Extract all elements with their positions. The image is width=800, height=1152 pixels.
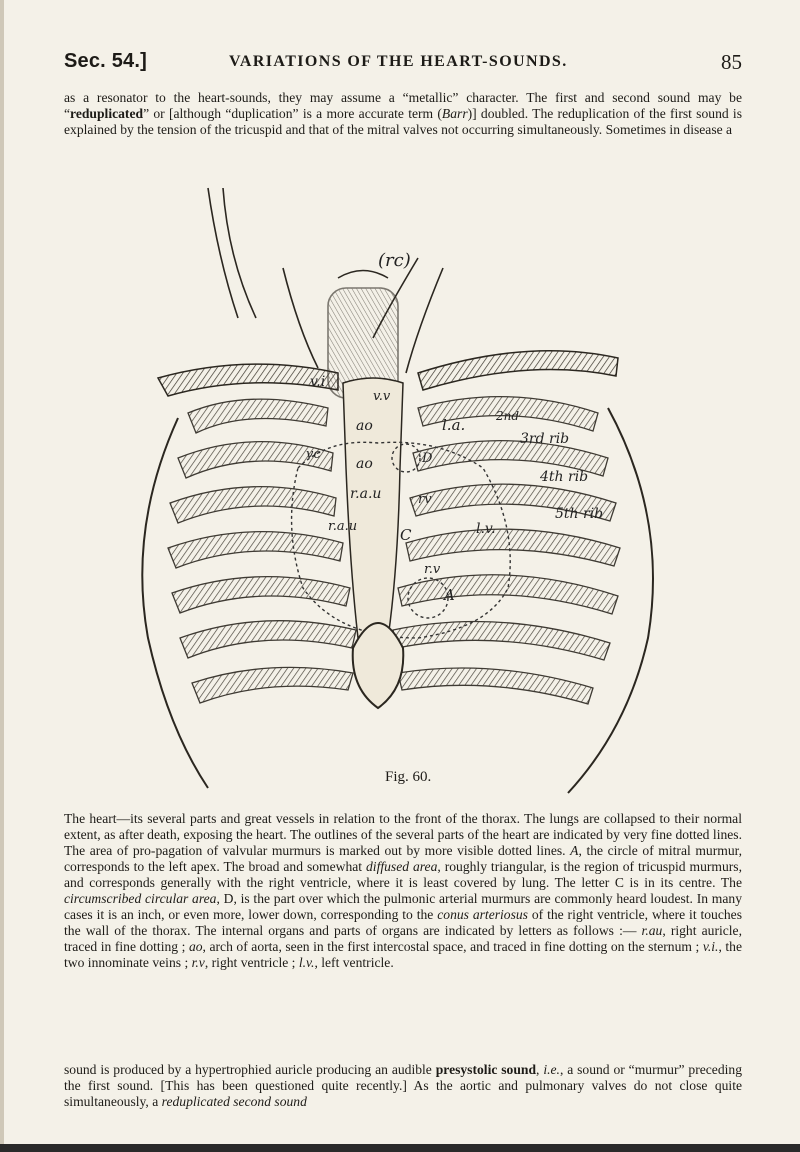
figure-caption <box>64 811 742 971</box>
sternum <box>343 378 403 643</box>
text-run: , left ventricle. <box>314 955 394 970</box>
term-ao: ao <box>188 939 203 954</box>
running-header <box>64 50 742 80</box>
term-lv: l.v. <box>298 955 315 970</box>
diaphragm <box>353 623 404 708</box>
term-reduplicated-second-sound: reduplicated second sound <box>161 1094 307 1109</box>
label-c: C <box>400 526 412 544</box>
ribs-right <box>393 397 620 704</box>
text-run: , roughly triangular, is the region of tricuspid murmurs, and corresponds generally with the right ventricle, where it is least covered by lung. The letter C is in its centre. The <box>64 859 742 890</box>
thorax-heart-figure <box>88 168 728 806</box>
label-vi: v.i <box>310 374 326 390</box>
author-barr: Barr <box>441 106 468 121</box>
thorax-illustration <box>88 168 728 806</box>
label-5th-rib: 5th rib <box>555 506 604 522</box>
text-run: , <box>536 1062 544 1077</box>
page-number: 85 <box>721 50 742 74</box>
text-run: of the right ventricle, where it touches the wall of the thorax. The internal organs and parts of organs are indicated by letters as follows :— <box>64 907 742 938</box>
label-rau: r.a.u <box>350 486 382 502</box>
page-edge-shadow <box>0 0 4 1152</box>
term-ie: i.e. <box>543 1062 560 1077</box>
label-rv: rv <box>418 492 432 507</box>
term-presystolic-sound: presystolic sound <box>435 1062 537 1077</box>
term-rv: r.v <box>191 955 205 970</box>
label-rv-2: r.v <box>424 562 441 577</box>
text-run: , right auricle, traced in fine dotting ; <box>64 923 742 954</box>
text-run: )] doubled. The reduplication of the first sound is explained by the tension of the tricuspid and that of the mitral valves not occurring simultaneously. Sometimes in disease a <box>64 106 742 137</box>
text-run: as a resonator to the heart-sounds, they may assume a “metallic” character. The first and second sound may be “ <box>64 90 742 121</box>
label-lv: l.v. <box>476 521 496 537</box>
text-run: , the two innominate veins ; <box>64 939 743 970</box>
label-rau-2: r.a.u <box>328 519 358 534</box>
term-a: A <box>570 843 579 858</box>
label-a: A <box>444 586 455 604</box>
term-diffused-area: diffused area <box>366 859 438 874</box>
label-vc: vc <box>306 447 321 462</box>
label-2nd: 2nd <box>496 409 520 423</box>
text-run: , the circle of mitral murmur, corresponds to the left apex. The broad and somewhat <box>64 843 742 874</box>
page-bottom-edge <box>0 1144 800 1152</box>
label-rc: (rc) <box>378 250 411 271</box>
running-title: VARIATIONS OF THE HEART-SOUNDS. <box>229 53 568 70</box>
text-run: sound is produced by a hypertrophied auricle producing an audible <box>64 1062 436 1077</box>
text-run: , a sound or “murmur” preceding the first sound. [This has been questioned quite recently.] As the aortic and pulmonary valves do not close quite simultaneously, a <box>64 1062 743 1109</box>
label-ao-1: ao <box>356 418 373 434</box>
term-rau: r.au <box>641 923 663 938</box>
term-conus-arteriosus: conus arteriosus <box>437 907 528 922</box>
top-paragraph <box>64 90 742 138</box>
ribs-left <box>168 399 356 703</box>
text-run: ” or [although “duplication” is a more accurate term ( <box>143 106 442 121</box>
label-la: l.a. <box>442 416 466 434</box>
label-4th-rib: 4th rib <box>540 469 589 485</box>
label-d: D <box>422 451 433 466</box>
text-run: , right ventricle ; <box>204 955 299 970</box>
term-reduplicated: reduplicated <box>70 106 144 121</box>
label-vv: v.v <box>373 389 391 404</box>
label-ao-2: ao <box>356 456 373 472</box>
section-marker: Sec. 54.] <box>64 50 147 72</box>
text-run: , arch of aorta, seen in the first intercostal space, and traced in fine dotting on the sternum ; <box>202 939 703 954</box>
text-run: , D, is the part over which the pulmonic arterial murmurs are commonly heard loudest. In many cases it is an inch, or even more, lower down, corresponding to the <box>64 891 742 922</box>
figure-number: Fig. 60. <box>385 769 432 785</box>
term-vi: v.i. <box>702 939 719 954</box>
bottom-paragraph <box>64 1062 742 1110</box>
term-circumscribed-area: circumscribed circular area <box>64 891 217 906</box>
text-run: The heart—its several parts and great vessels in relation to the front of the thorax. The lungs are collapsed to their normal extent, as after death, exposing the heart. The outlines of the several parts of the heart are indicated by very fine dotted lines. The area of pro-pagation of valvular murmurs is marked out by more visible dotted lines. <box>64 811 742 858</box>
label-3rd-rib: 3rd rib <box>520 431 570 447</box>
